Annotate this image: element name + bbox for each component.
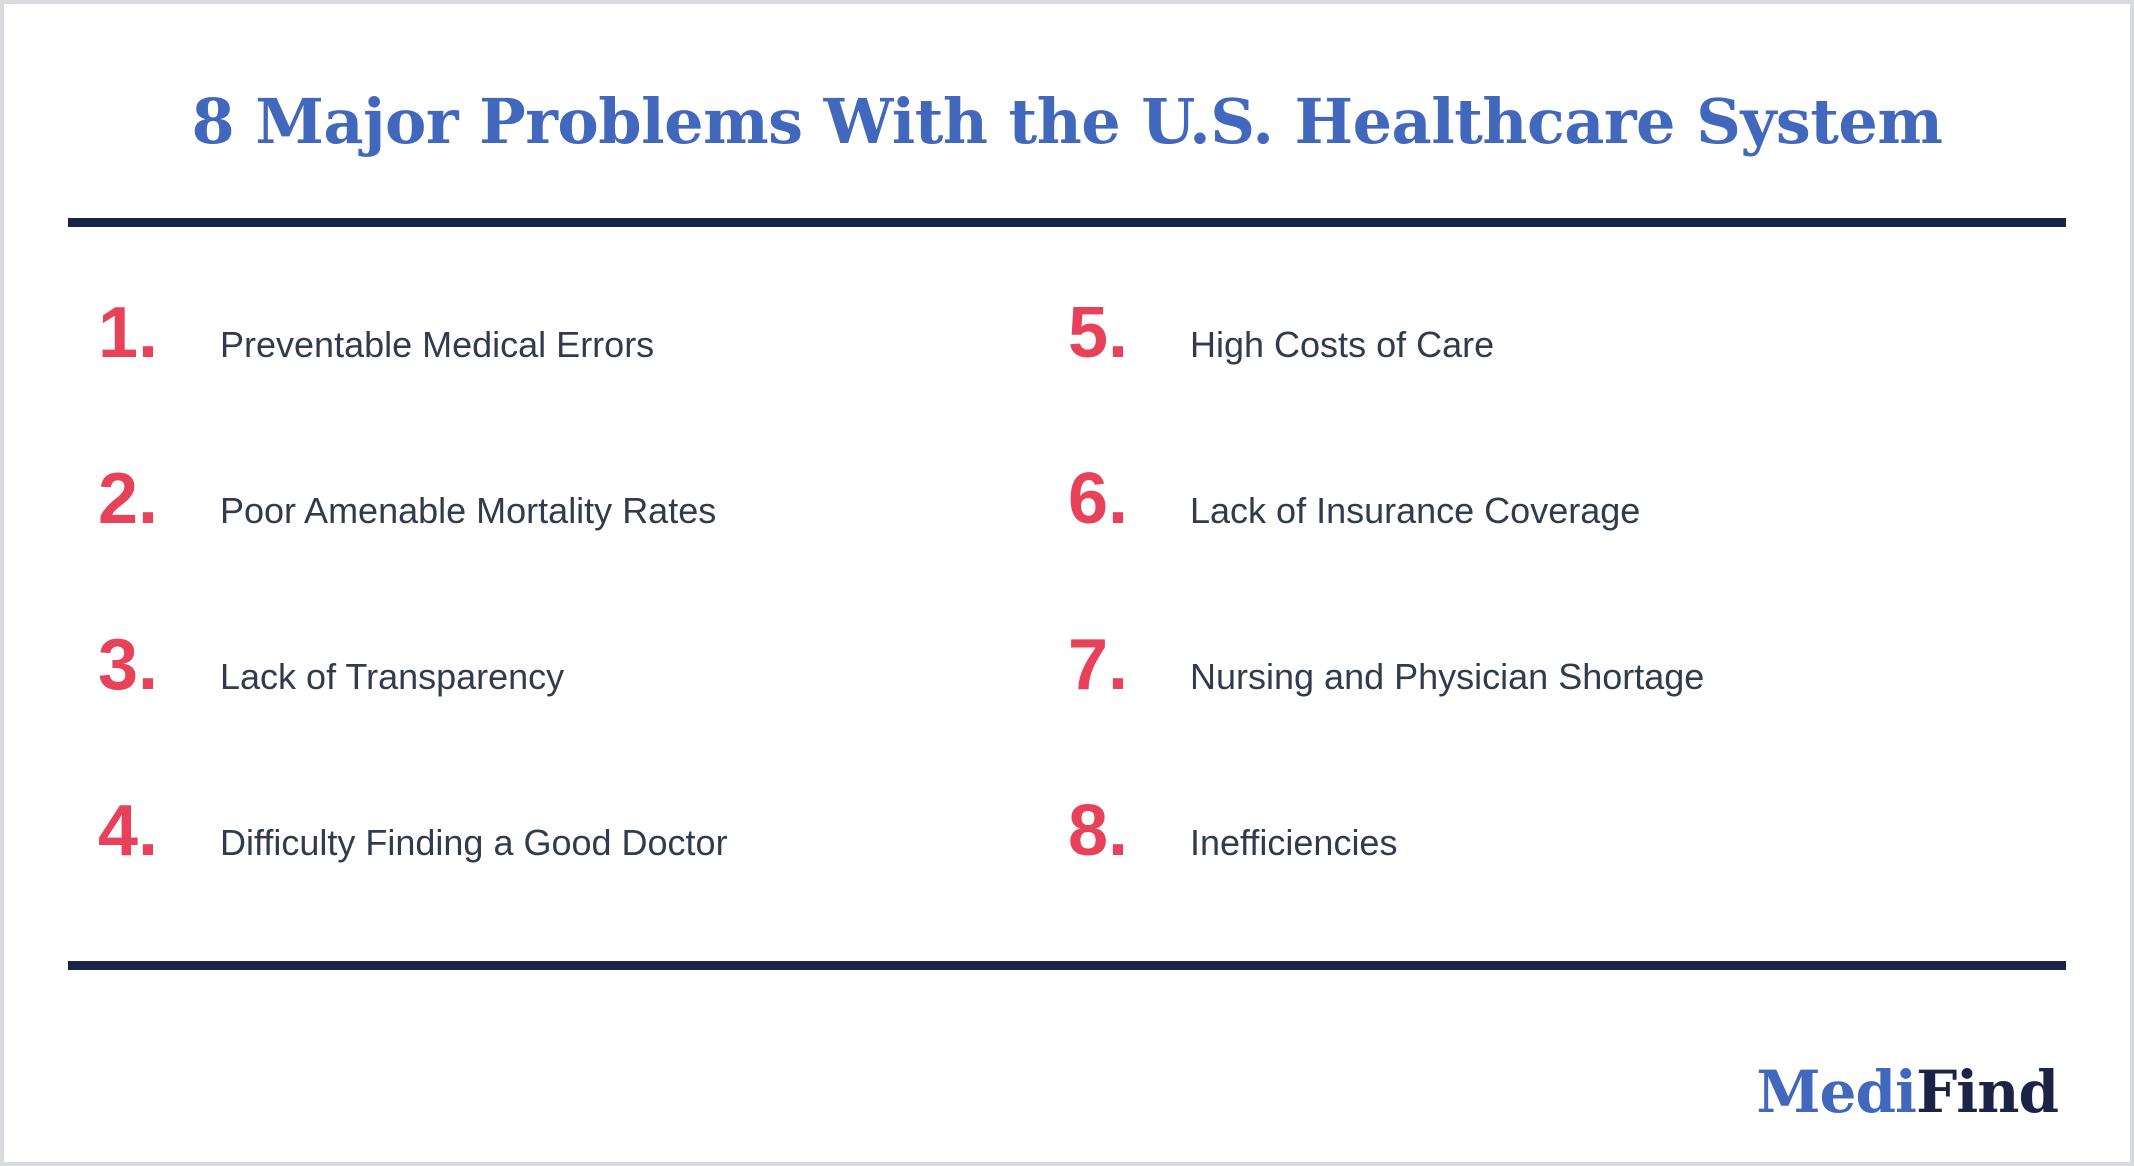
list-item (1068, 625, 2066, 795)
list-item (98, 791, 1067, 961)
brand-logo-part-one: Medi (1756, 1058, 1917, 1126)
list-item-label: Poor Amenable Mortality Rates (220, 490, 717, 532)
list-item (98, 459, 1067, 629)
list-item-number: 2. (98, 459, 159, 540)
problems-column-left (68, 227, 1067, 961)
divider-top (68, 218, 2066, 227)
list-item (1068, 293, 2066, 463)
divider-bottom (68, 961, 2066, 970)
problems-column-right (1067, 227, 2066, 961)
list-item-label: Difficulty Finding a Good Doctor (220, 822, 728, 864)
list-item-number: 6. (1068, 459, 1129, 540)
page-title: 8 Major Problems With the U.S. Healthcare System (191, 85, 1943, 158)
list-item-number: 4. (98, 791, 159, 872)
list-item (1068, 791, 2066, 961)
list-item-number: 8. (1068, 791, 1129, 872)
list-item-label: Lack of Insurance Coverage (1190, 490, 1641, 532)
list-item-label: Lack of Transparency (220, 656, 565, 698)
list-item-label: Nursing and Physician Shortage (1190, 656, 1705, 698)
list-item (98, 293, 1067, 463)
brand-logo-part-two: Find (1916, 1058, 2058, 1126)
list-item-label: Preventable Medical Errors (220, 324, 655, 366)
list-item-number: 3. (98, 625, 159, 706)
problems-list (4, 227, 2130, 961)
list-item (98, 625, 1067, 795)
brand-logo (1756, 1058, 2058, 1126)
list-item-number: 1. (98, 293, 159, 374)
list-item (1068, 459, 2066, 629)
list-item-number: 7. (1068, 625, 1129, 706)
list-item-number: 5. (1068, 293, 1129, 374)
list-item-label: Inefficiencies (1190, 822, 1398, 864)
list-item-label: High Costs of Care (1190, 324, 1495, 366)
